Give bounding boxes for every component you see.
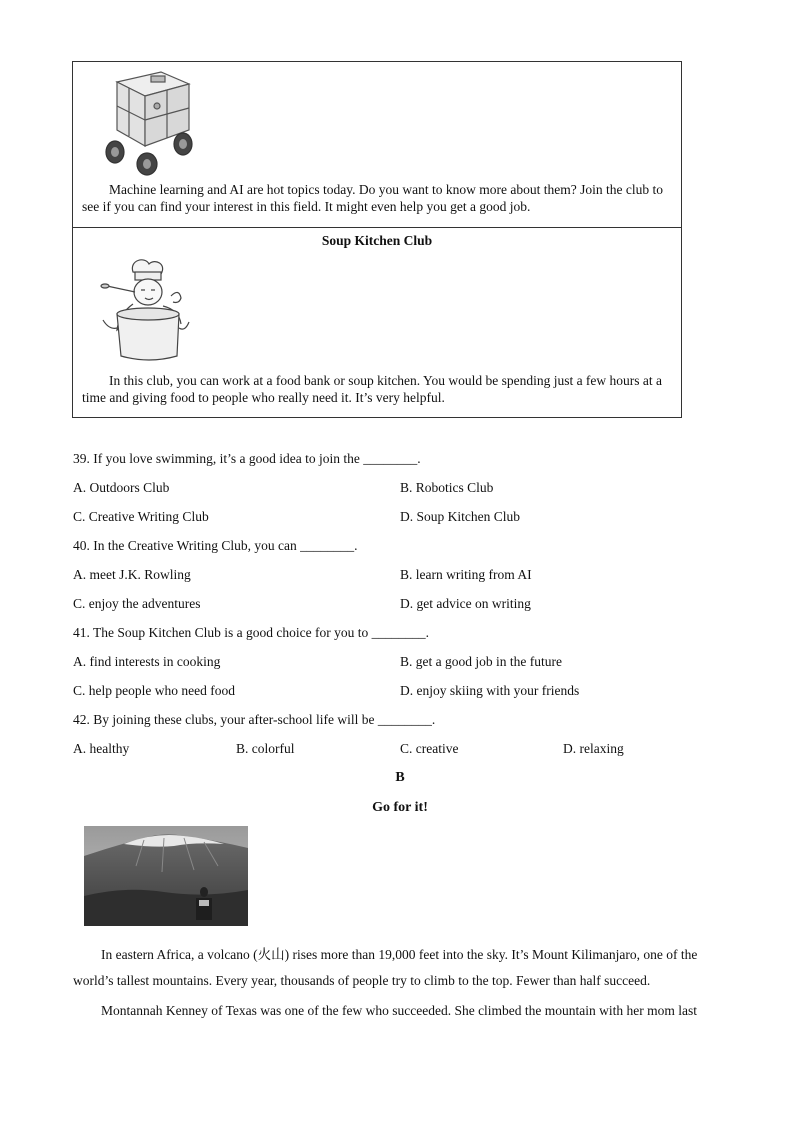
option-39-a: A. Outdoors Club — [73, 480, 170, 495]
option-40-a: A. meet J.K. Rowling — [73, 567, 191, 582]
passage-b-line-2: world’s tallest mountains. Every year, thousands of people try to climb to the top. Fewer than half succeed. — [73, 973, 651, 988]
option-41-b: B. get a good job in the future — [400, 654, 562, 669]
robotics-club-description: Machine learning and AI are hot topics today. Do you want to know more about them? Join the club to see if you can find your interest in this field. It might even help you get a good job. — [82, 182, 663, 214]
soup-kitchen-club-description: In this club, you can work at a food bank or soup kitchen. You would be spending just a few hours at a time and giving food to people who really need it. It’s very helpful. — [82, 373, 663, 405]
section-b-title: Go for it! — [372, 800, 428, 815]
option-39-c: C. Creative Writing Club — [73, 509, 209, 524]
soup-kitchen-club-title: Soup Kitchen Club — [321, 233, 433, 248]
option-40-c: C. enjoy the adventures — [73, 596, 201, 611]
question-39: 39. If you love swimming, it’s a good idea to join the ________. — [73, 451, 421, 466]
option-41-a: A. find interests in cooking — [73, 654, 221, 669]
passage-b-line-1: In eastern Africa, a volcano (火山) rises more than 19,000 feet into the sky. It’s Mount Kilimanjaro, one of the — [101, 947, 698, 962]
option-41-d: D. enjoy skiing with your friends — [400, 683, 580, 698]
chef-illustration — [93, 256, 199, 366]
passage-b-line-3: Montannah Kenney of Texas was one of the few who succeeded. She climbed the mountain with her mom last — [101, 1003, 698, 1018]
option-42-a: A. healthy — [73, 741, 130, 756]
option-42-d: D. relaxing — [563, 741, 624, 756]
soup-kitchen-club-box — [72, 227, 682, 418]
question-42: 42. By joining these clubs, your after-school life will be ________. — [73, 712, 436, 727]
option-39-b: B. Robotics Club — [400, 480, 494, 495]
option-40-d: D. get advice on writing — [400, 596, 531, 611]
question-40: 40. In the Creative Writing Club, you can ________. — [73, 538, 358, 553]
robot-illustration — [99, 68, 199, 176]
question-41: 41. The Soup Kitchen Club is a good choice for you to ________. — [73, 625, 429, 640]
robotics-club-box — [72, 61, 682, 228]
option-42-b: B. colorful — [236, 741, 295, 756]
option-40-b: B. learn writing from AI — [400, 567, 532, 582]
option-41-c: C. help people who need food — [73, 683, 235, 698]
option-39-d: D. Soup Kitchen Club — [400, 509, 520, 524]
section-b-label: B — [395, 770, 405, 785]
mountain-photo — [84, 826, 248, 926]
option-42-c: C. creative — [400, 741, 459, 756]
